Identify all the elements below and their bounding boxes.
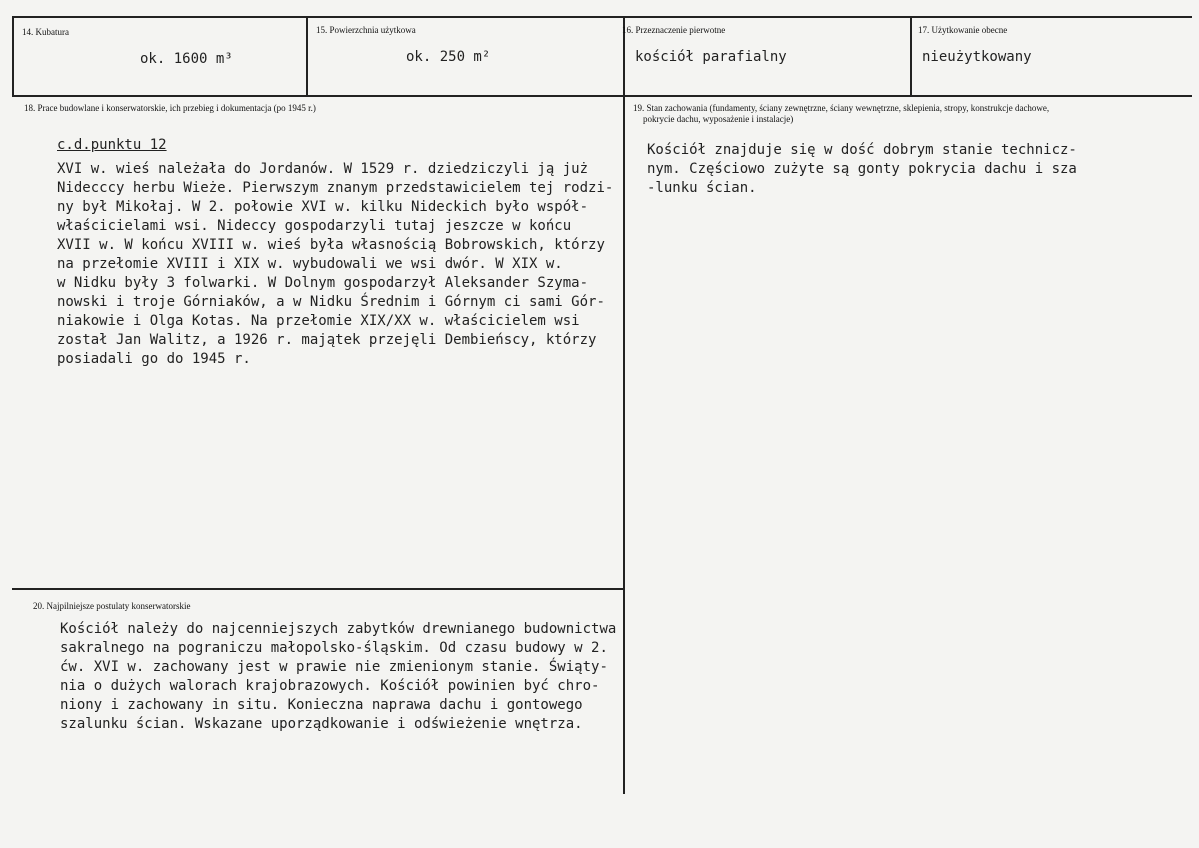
text-line: niony i zachowany in situ. Konieczna naprawa dachu i gontowego [60, 697, 583, 713]
text-line: -lunku ścian. [647, 180, 757, 196]
text-line: ćw. XVI w. zachowany jest w prawie nie zmienionym stanie. Świąty- [60, 659, 608, 675]
text-line: nym. Częściowo zużyte są gonty pokrycia dachu i sza [647, 161, 1077, 177]
text-line: w Nidku były 3 folwarki. W Dolnym gospodarzył Aleksander Szyma- [57, 275, 589, 291]
field-15-label: 15. Powierzchnia użytkowa [316, 25, 416, 35]
text-line: XVI w. wieś należała do Jordanów. W 1529 r. dziedziczyli ją już [57, 161, 589, 177]
field-20-label: 20. Najpilniejsze postulaty konserwatorskie [33, 601, 191, 611]
divider-16-17 [910, 16, 912, 97]
text-line: posiadali go do 1945 r. [57, 351, 251, 367]
text-line: XVII w. W końcu XVIII w. wieś była własnością Bobrowskich, którzy [57, 237, 605, 253]
field-14-label: 14. Kubatura [22, 27, 69, 37]
field-17-label: 17. Użytkowanie obecne [918, 25, 1008, 35]
field-19-label: 19. Stan zachowania (fundamenty, ściany zewnętrzne, ściany wewnętrzne, sklepienia, stropy, konstrukcje dachowe, [633, 103, 1050, 113]
text-line: sakralnego na pograniczu małopolsko-śląskim. Od czasu budowy w 2. [60, 640, 608, 656]
field-15-value: ok. 250 m² [406, 49, 491, 65]
field-18-label: 18. Prace budowlane i konserwatorskie, ich przebieg i dokumentacja (po 1945 r.) [24, 103, 316, 113]
text-line: właścicielami wsi. Nideccy gospodarzyli tutaj jeszcze w końcu [57, 218, 572, 234]
field-19-label-cont: pokrycie dachu, wyposażenie i instalacje) [643, 114, 794, 124]
field-17-value: nieużytkowany [922, 49, 1032, 65]
text-line: szalunku ścian. Wskazane uporządkowanie i odświeżenie wnętrza. [60, 716, 583, 732]
field-18-heading: c.d.punktu 12 [57, 137, 167, 153]
field-16-label: 16. Przeznaczenie pierwotne [622, 25, 726, 35]
divider-14-15 [306, 16, 308, 97]
left-border [12, 16, 14, 97]
section-divider-18-20 [12, 588, 624, 590]
field-16-value: kościół parafialny [635, 49, 787, 65]
text-line: nowski i troje Górniaków, a w Nidku Średnim i Górnym ci sami Gór- [57, 294, 605, 310]
text-line: na przełomie XVIII i XIX w. wybudowali we wsi dwór. W XIX w. [57, 256, 563, 272]
divider-center [623, 16, 625, 794]
text-line: ny był Mikołaj. W 2. połowie XVI w. kilku Nideckich było współ- [57, 199, 589, 215]
text-line: Kościół znajduje się w dość dobrym stanie technicz- [647, 142, 1077, 158]
top-border [12, 16, 1192, 18]
row-divider [12, 95, 1192, 97]
text-line: został Jan Walitz, a 1926 r. majątek przejęli Dembieńscy, którzy [57, 332, 597, 348]
text-line: niakowie i Olga Kotas. Na przełomie XIX/XX w. właścicielem wsi [57, 313, 580, 329]
text-line: nia o dużych walorach krajobrazowych. Kościół powinien być chro- [60, 678, 600, 694]
field-14-value: ok. 1600 m³ [140, 51, 233, 67]
text-line: Kościół należy do najcenniejszych zabytków drewnianego budownictwa [60, 621, 617, 637]
text-line: Nidecccy herbu Wieże. Pierwszym znanym przedstawicielem tej rodzi- [57, 180, 614, 196]
